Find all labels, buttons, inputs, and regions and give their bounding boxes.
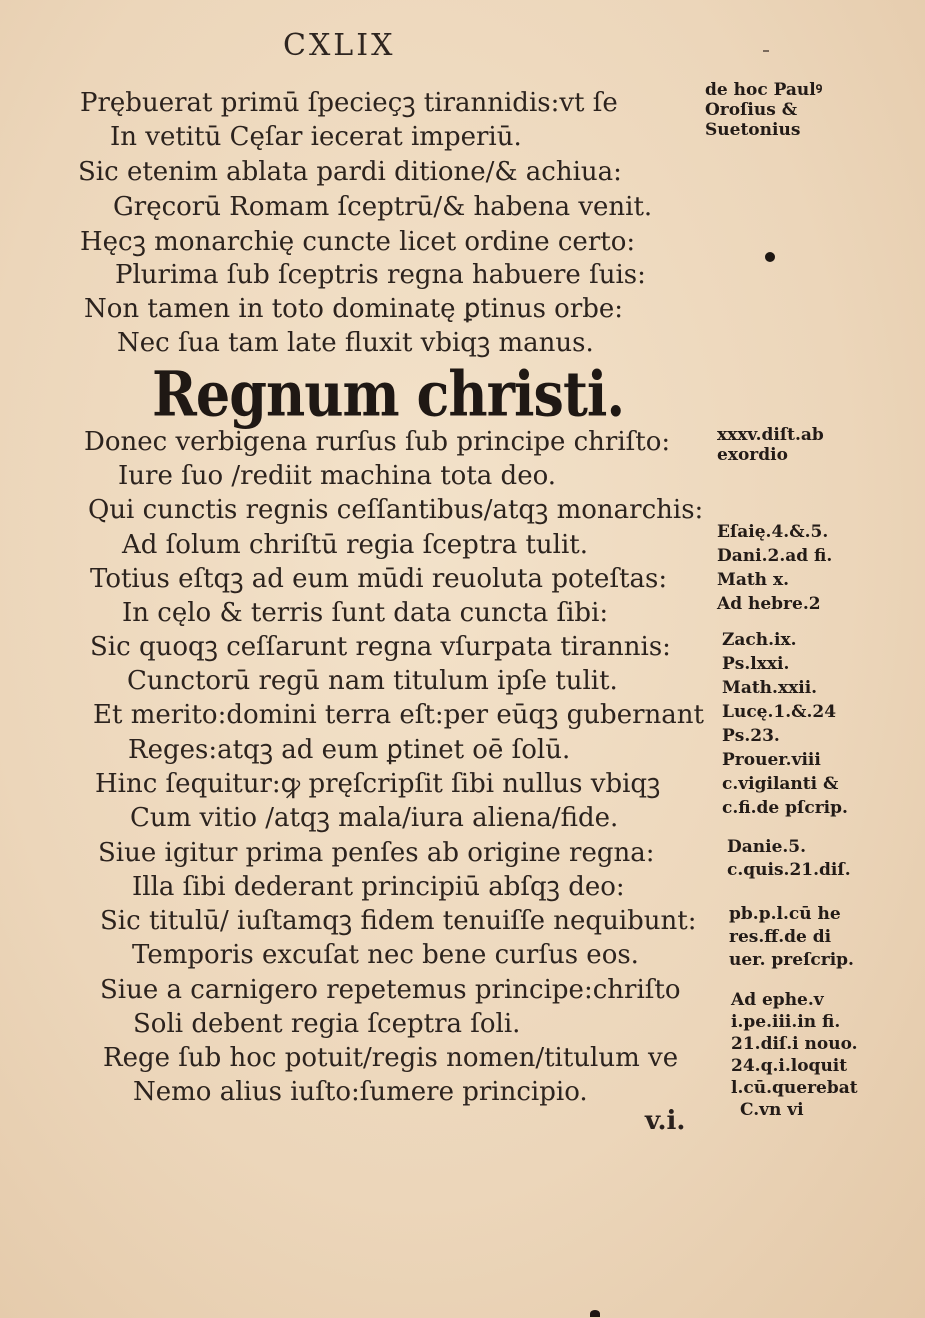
margin-note: Danie.5. bbox=[727, 837, 807, 857]
margin-note: c.fi.de pſcrip. bbox=[722, 798, 848, 818]
verse-line: Cunctorū regū nam titulum ipſe tulit. bbox=[127, 666, 618, 696]
verse-line: Non tamen in toto dominatę ꝑtinus orbe: bbox=[84, 294, 624, 324]
verse-line: Cum vitio /atqꝫ mala/iura aliena/fide. bbox=[130, 803, 619, 833]
verse-line: Totius eſtqꝫ ad eum mūdi reuoluta poteſtas: bbox=[90, 564, 668, 594]
margin-note: res.ff.de di bbox=[729, 927, 832, 947]
verse-line: Prębuerat primū ſpecieçꝫ tirannidis:vt ſe bbox=[80, 88, 618, 118]
verse-line: Temporis excuſat nec bene curſus eos. bbox=[132, 940, 639, 970]
margin-note: exordio bbox=[717, 445, 788, 465]
page-edge-mark bbox=[590, 1310, 600, 1317]
verse-line: In cęlo & terris ſunt data cuncta ſibi: bbox=[122, 598, 609, 628]
margin-note: C.vn vi bbox=[740, 1100, 804, 1120]
margin-note: Eſaię.4.&.5. bbox=[717, 522, 829, 542]
verse-line: Donec verbigena rurſus ſub principe chriſto: bbox=[84, 427, 671, 457]
margin-note: Zach.ix. bbox=[722, 630, 797, 650]
margin-note: Lucę.1.&.24 bbox=[722, 702, 837, 722]
verse-line: Iure ſuo /rediit machina tota deo. bbox=[118, 461, 557, 491]
section-heading: Regnum christi. bbox=[152, 357, 625, 431]
verse-line: Nemo alius iuſto:ſumere principio. bbox=[133, 1077, 588, 1107]
margin-note: Prouer.viii bbox=[722, 750, 821, 770]
verse-line: Reges:atqꝫ ad eum ꝑtinet oē ſolū. bbox=[128, 735, 571, 765]
margin-note: i.pe.iii.in fi. bbox=[731, 1012, 841, 1032]
margin-note: c.quis.21.diſ. bbox=[727, 860, 851, 880]
verse-line: Soli debent regia ſceptra ſoli. bbox=[133, 1009, 521, 1039]
margin-note: Ad ephe.v bbox=[731, 990, 824, 1010]
verse-line: In vetitū Cęſar iecerat imperiū. bbox=[110, 122, 522, 152]
verse-line: Plurima ſub ſceptris regna habuere ſuis: bbox=[115, 260, 646, 290]
verse-line: Siue a carnigero repetemus principe:chriſto bbox=[100, 975, 681, 1005]
verse-line: Sic titulū/ iuſtamqꝫ fidem tenuiſſe nequibunt: bbox=[100, 906, 697, 936]
signature-mark: v.i. bbox=[645, 1106, 686, 1136]
margin-note: l.cū.querebat bbox=[731, 1078, 858, 1098]
verse-line: Illa ſibi dederant principiū abſqꝫ deo: bbox=[132, 872, 625, 902]
margin-note: Oroſius & bbox=[705, 100, 798, 120]
margin-note: Math.xxii. bbox=[722, 678, 818, 698]
margin-note: c.vigilanti & bbox=[722, 774, 839, 794]
margin-note: de hoc Paulꝰ bbox=[705, 80, 823, 100]
margin-note: Math x. bbox=[717, 570, 790, 590]
margin-note: Dani.2.ad fi. bbox=[717, 546, 833, 566]
margin-note: 24.q.i.loquit bbox=[731, 1056, 848, 1076]
margin-note: uer. preſcrip. bbox=[729, 950, 854, 970]
verse-line: Sic etenim ablata pardi ditione/& achiua: bbox=[78, 157, 622, 187]
margin-note: Suetonius bbox=[705, 120, 801, 140]
margin-note: Ad hebre.2 bbox=[717, 594, 821, 614]
margin-note: pb.p.l.cū he bbox=[729, 904, 841, 924]
margin-note: xxxv.diſt.ab bbox=[717, 425, 824, 445]
verse-line: Hęcꝫ monarchię cuncte licet ordine certo: bbox=[80, 227, 636, 257]
margin-dot-mark bbox=[765, 252, 775, 262]
verse-line: Sic quoqꝫ ceſſarunt regna vſurpata tirannis: bbox=[90, 632, 671, 662]
verse-line: Et merito:domini terra eſt:per eūqꝫ gubernant bbox=[93, 700, 704, 730]
margin-note: Ps.23. bbox=[722, 726, 780, 746]
verse-line: Siue igitur prima penſes ab origine regna: bbox=[98, 838, 655, 868]
verse-line: Ad ſolum chriſtū regia ſceptra tulit. bbox=[122, 530, 589, 560]
verse-line: Gręcorū Romam ſceptrū/& habena venit. bbox=[113, 192, 653, 222]
verse-line: Rege ſub hoc potuit/regis nomen/titulum ve bbox=[103, 1043, 679, 1073]
verse-line: Qui cunctis regnis ceſſantibus/atqꝫ monarchis: bbox=[88, 495, 704, 525]
margin-note: Ps.lxxi. bbox=[722, 654, 790, 674]
verse-line: Hinc ſequitur:ꝙ pręſcripſit ſibi nullus vbiqꝫ bbox=[95, 769, 661, 799]
folio-number: CXLIX bbox=[283, 28, 396, 63]
margin-dash-mark bbox=[763, 50, 769, 52]
verse-line: Nec ſua tam late fluxit vbiqꝫ manus. bbox=[117, 328, 594, 358]
margin-note: 21.diſ.i nouo. bbox=[731, 1034, 858, 1054]
